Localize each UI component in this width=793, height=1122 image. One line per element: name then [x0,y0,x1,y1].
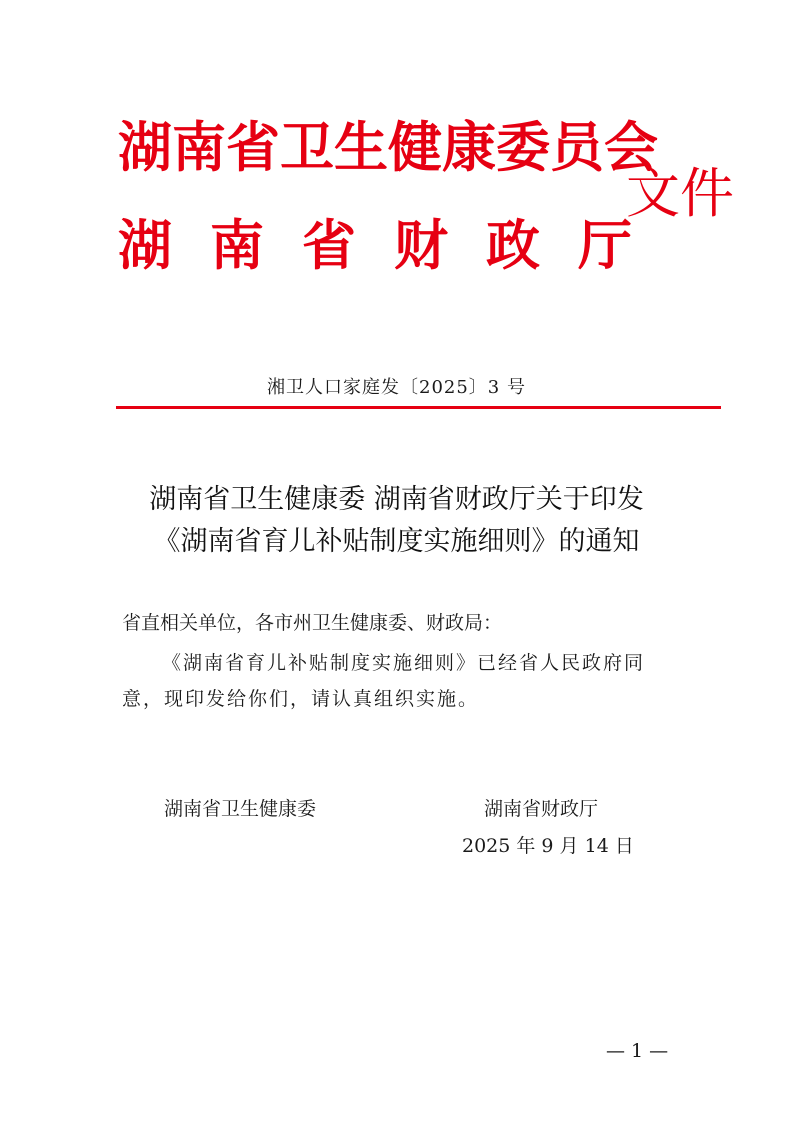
addressee: 省直相关单位，各市州卫生健康委、财政局： [122,612,503,634]
signature-health-commission: 湖南省卫生健康委 [164,798,317,820]
doc-type-label: 文件 [626,162,734,225]
document-title-line-2: 《湖南省育儿补贴制度实施细则》的通知 [153,526,640,557]
page-number: — 1 — [606,1040,669,1062]
signature-date: 2025 年 9 月 14 日 [462,835,634,857]
body-paragraph-line-2: 意，现印发给你们，请认真组织实施。 [122,688,480,710]
document-number: 湘卫人口家庭发〔2025〕3 号 [267,377,526,398]
issuer-finance-department: 湖南省财政厅 [118,214,670,277]
signature-finance-department: 湖南省财政厅 [484,798,599,820]
body-paragraph-line-1: 《湖南省育儿补贴制度实施细则》已经省人民政府同 [162,652,646,674]
issuer-health-commission: 湖南省卫生健康委员会 [118,116,658,179]
red-header [118,106,738,296]
red-divider [116,406,721,409]
document-title-line-1: 湖南省卫生健康委 湖南省财政厅关于印发 [149,484,644,515]
